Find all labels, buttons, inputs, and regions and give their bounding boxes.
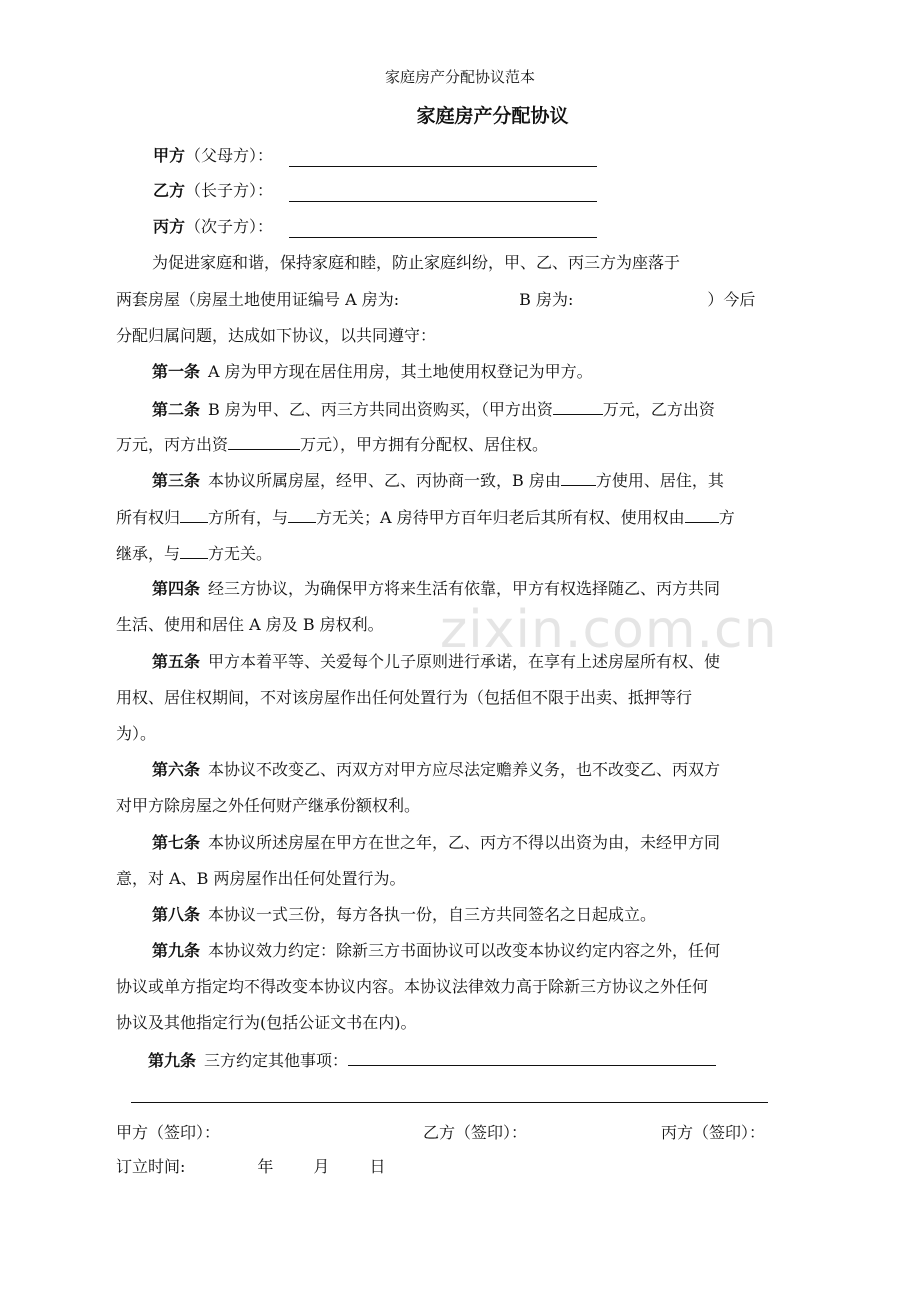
intro-line-3: 分配归属问题，达成如下协议，以共同遵守： [116, 326, 437, 345]
article-3-line-1: 第三条 本协议所属房屋，经甲、乙、丙协商一致，B 房由 方使用、居住，其 [152, 467, 724, 493]
party-a-role: （父母方）： [185, 146, 274, 165]
signing-date [116, 1154, 385, 1180]
article-3-line-2: 所有权归 方所有，与 方无关；A 房待甲方百年归老后其所有权、使用权由 方 [116, 504, 735, 530]
article-other-matters: 第九条 三方约定其他事项： [148, 1047, 716, 1073]
article-2-line-1: 第二条 B 房为甲、乙、丙三方共同出资购买，（甲方出资 万元，乙方出资 [152, 396, 715, 422]
article-5-line-1: 第五条 甲方本着平等、关爱每个儿子原则进行承诺，在享有上述房屋所有权、使 [152, 652, 721, 671]
party-a-label: 甲方 [153, 146, 186, 165]
party-c-line [153, 214, 273, 240]
article-3-label: 第三条 [152, 471, 201, 490]
article-6-line-1: 第六条 本协议不改变乙、丙双方对甲方应尽法定赡养义务，也不改变乙、丙双方 [152, 760, 721, 779]
document-title: 家庭房产分配协议 [416, 105, 569, 127]
signature-party-b: 乙方（签印）： [423, 1123, 528, 1142]
article-8-label: 第八条 [152, 905, 201, 924]
party-a-blank [289, 143, 597, 167]
blank-rule [131, 1102, 768, 1103]
article-7-line-2: 意，对 A、B 两房屋作出任何处置行为。 [116, 869, 406, 888]
article-6-line-2: 对甲方除房屋之外任何财产继承份额权利。 [116, 796, 421, 815]
article-9-line-2: 协议或单方指定均不得改变本协议内容。本协议法律效力高于除新三方协议之外任何 [116, 977, 709, 996]
date-month: 月 [313, 1157, 330, 1176]
article-other-label: 第九条 [148, 1051, 197, 1070]
article-4-line-1: 第四条 经三方协议，为确保甲方将来生活有依靠，甲方有权选择随乙、丙方共同 [152, 579, 721, 598]
article-5-line-2: 用权、居住权期间，不对该房屋作出任何处置行为（包括但不限于出卖、抵押等行 [116, 688, 693, 707]
article-7-label: 第七条 [152, 833, 201, 852]
party-a-line [153, 143, 273, 169]
party-c-label: 丙方 [153, 217, 186, 236]
article-1-label: 第一条 [152, 362, 201, 381]
article-9-line-3: 协议及其他指定行为(包括公证文书在内)。 [116, 1013, 417, 1032]
article-2-line-2: 万元，丙方出资 万元），甲方拥有分配权、居住权。 [116, 431, 548, 457]
party-c-role: （次子方）： [185, 217, 274, 236]
article-7-line-1: 第七条 本协议所述房屋在甲方在世之年，乙、丙方不得以出资为由，未经甲方同 [152, 833, 721, 852]
article-5-label: 第五条 [152, 652, 201, 671]
party-c-blank [289, 214, 597, 238]
article-1: 第一条 A 房为甲方现在居住用房，其土地使用权登记为甲方。 [152, 362, 593, 381]
article-9-label: 第九条 [152, 941, 201, 960]
party-b-label: 乙方 [153, 181, 186, 200]
party-b-blank [289, 178, 597, 202]
article-9-line-1: 第九条 本协议效力约定：除新三方书面协议可以改变本协议约定内容之外，任何 [152, 941, 721, 960]
date-label: 订立时间: [116, 1157, 186, 1176]
intro-line-2: 两套房屋（房屋土地使用证编号 A 房为: B 房为: ）今后 [116, 290, 756, 309]
page-header: 家庭房产分配协议范本 [384, 68, 535, 86]
signature-party-a: 甲方（签印）： [116, 1123, 221, 1142]
watermark: zixin.com.cn [440, 600, 778, 660]
date-year: 年 [257, 1157, 274, 1176]
article-4-line-2: 生活、使用和居住 A 房及 B 房权利。 [116, 615, 384, 634]
intro-line-1: 为促进家庭和谐，保持家庭和睦，防止家庭纠纷，甲、乙、丙三方为座落于 [152, 253, 681, 272]
article-2-label: 第二条 [152, 400, 201, 419]
date-day: 日 [369, 1157, 386, 1176]
party-b-role: （长子方）： [185, 181, 274, 200]
article-4-label: 第四条 [152, 579, 201, 598]
article-5-line-3: 为）。 [116, 724, 157, 743]
signature-party-c: 丙方（签印）： [661, 1123, 766, 1142]
article-6-label: 第六条 [152, 760, 201, 779]
article-8: 第八条 本协议一式三份，每方各执一份，自三方共同签名之日起成立。 [152, 905, 657, 924]
party-b-line [153, 178, 273, 204]
article-3-line-3: 继承，与 方无关。 [116, 540, 272, 566]
